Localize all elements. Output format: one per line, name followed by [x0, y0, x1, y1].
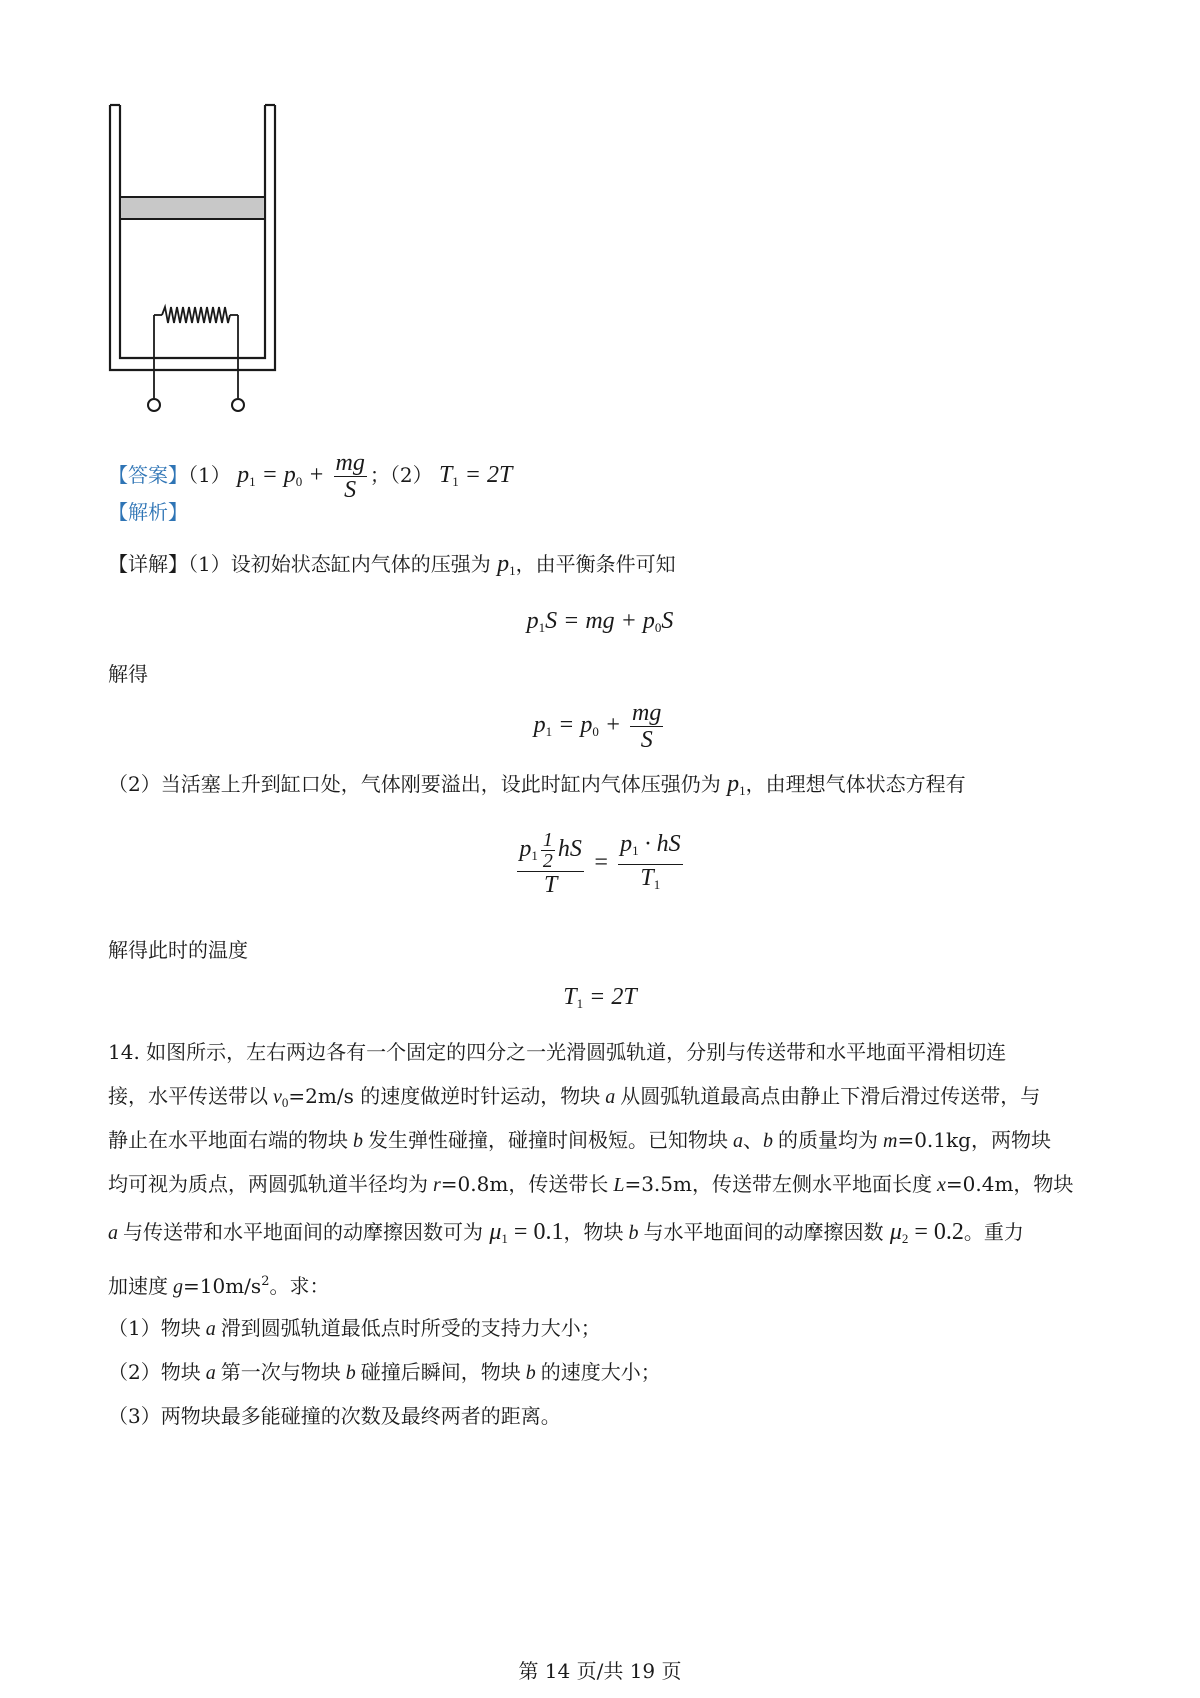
analysis-tag: 【解析】 [108, 500, 188, 524]
cylinder-figure [100, 100, 290, 420]
q14-line-2: 接，水平传送带以 $v_0=2m/s$ 的速度做逆时针运动，物块 a 从圆弧轨道最高点由静止下滑后滑过传送带，与 [108, 1084, 1041, 1110]
sub-question-1: （1）物块 a 滑到圆弧轨道最低点时所受的支持力大小； [108, 1316, 601, 1340]
equation-t1: $T_1 = 2T$ [563, 984, 637, 1011]
q14-line-4: 均可视为质点，两圆弧轨道半径均为 r=0.8m，传送带长 L=3.5m，传送带左侧水平地面长度 x=0.4m，物块 [108, 1172, 1074, 1196]
detail-line-2: （2）当活塞上升到缸口处，气体刚要溢出，设此时缸内气体压强仍为 $p_1$，由理想气体状态方程有 [108, 771, 966, 798]
sub-question-3: （3）两物块最多能碰撞的次数及最终两者的距离。 [108, 1404, 561, 1428]
solve-label-1: 解得 [108, 662, 148, 686]
q14-line-3: 静止在水平地面右端的物块 b 发生弹性碰撞，碰撞时间极短。已知物块 a、b 的质量均为 m=0.1kg，两物块 [108, 1128, 1051, 1152]
q14-line-5: a 与传送带和水平地面间的动摩擦因数可为 $\mu_1 = 0.1$，物块 b 与水平地面间的动摩擦因数 $\mu_2 = 0.2$。重力 [108, 1219, 1024, 1246]
q14-line-6: 加速度 $g=10m/s^2$。求： [108, 1274, 330, 1298]
detail-line-1: 【详解】（1）设初始状态缸内气体的压强为 $p_1$，由平衡条件可知 [108, 551, 676, 578]
answer-formula-1: $p_1 = p_0$ + $\frac{mg}{S}$ [237, 450, 365, 503]
terminal-right [232, 399, 244, 411]
solve-label-2: 解得此时的温度 [108, 938, 248, 962]
terminal-left [148, 399, 160, 411]
sub-question-2: （2）物块 a 第一次与物块 b 碰撞后瞬间，物块 b 的速度大小； [108, 1360, 661, 1384]
equation-gas-law: $p_1$ $\frac{1}{2}$ hS T = $\frac{p_1 \cdot hS}{T_1}$ [519, 829, 681, 898]
q14-line-1: 14. 如图所示，左右两边各有一个固定的四分之一光滑圆弧轨道，分别与传送带和水平地面平滑相切连 [108, 1040, 1007, 1064]
heating-coil [162, 307, 230, 323]
equation-balance: $p_1S$ = mg + $p_0S$ [526, 608, 674, 635]
equation-p1: $p_1 = p_0$ + $\frac{mg}{S}$ [533, 700, 662, 753]
piston [120, 197, 265, 219]
answer-tag: 【答案】 [108, 463, 188, 488]
answer-formula-2: $T_1 = 2T$ [438, 462, 513, 490]
answer-line: 【答案】（1） $p_1 = p_0$ + $\frac{mg}{S}$ ；（2） $T_1 = 2T$ [108, 450, 513, 503]
page-footer: 第 14 页/共 19 页 [518, 1659, 682, 1683]
